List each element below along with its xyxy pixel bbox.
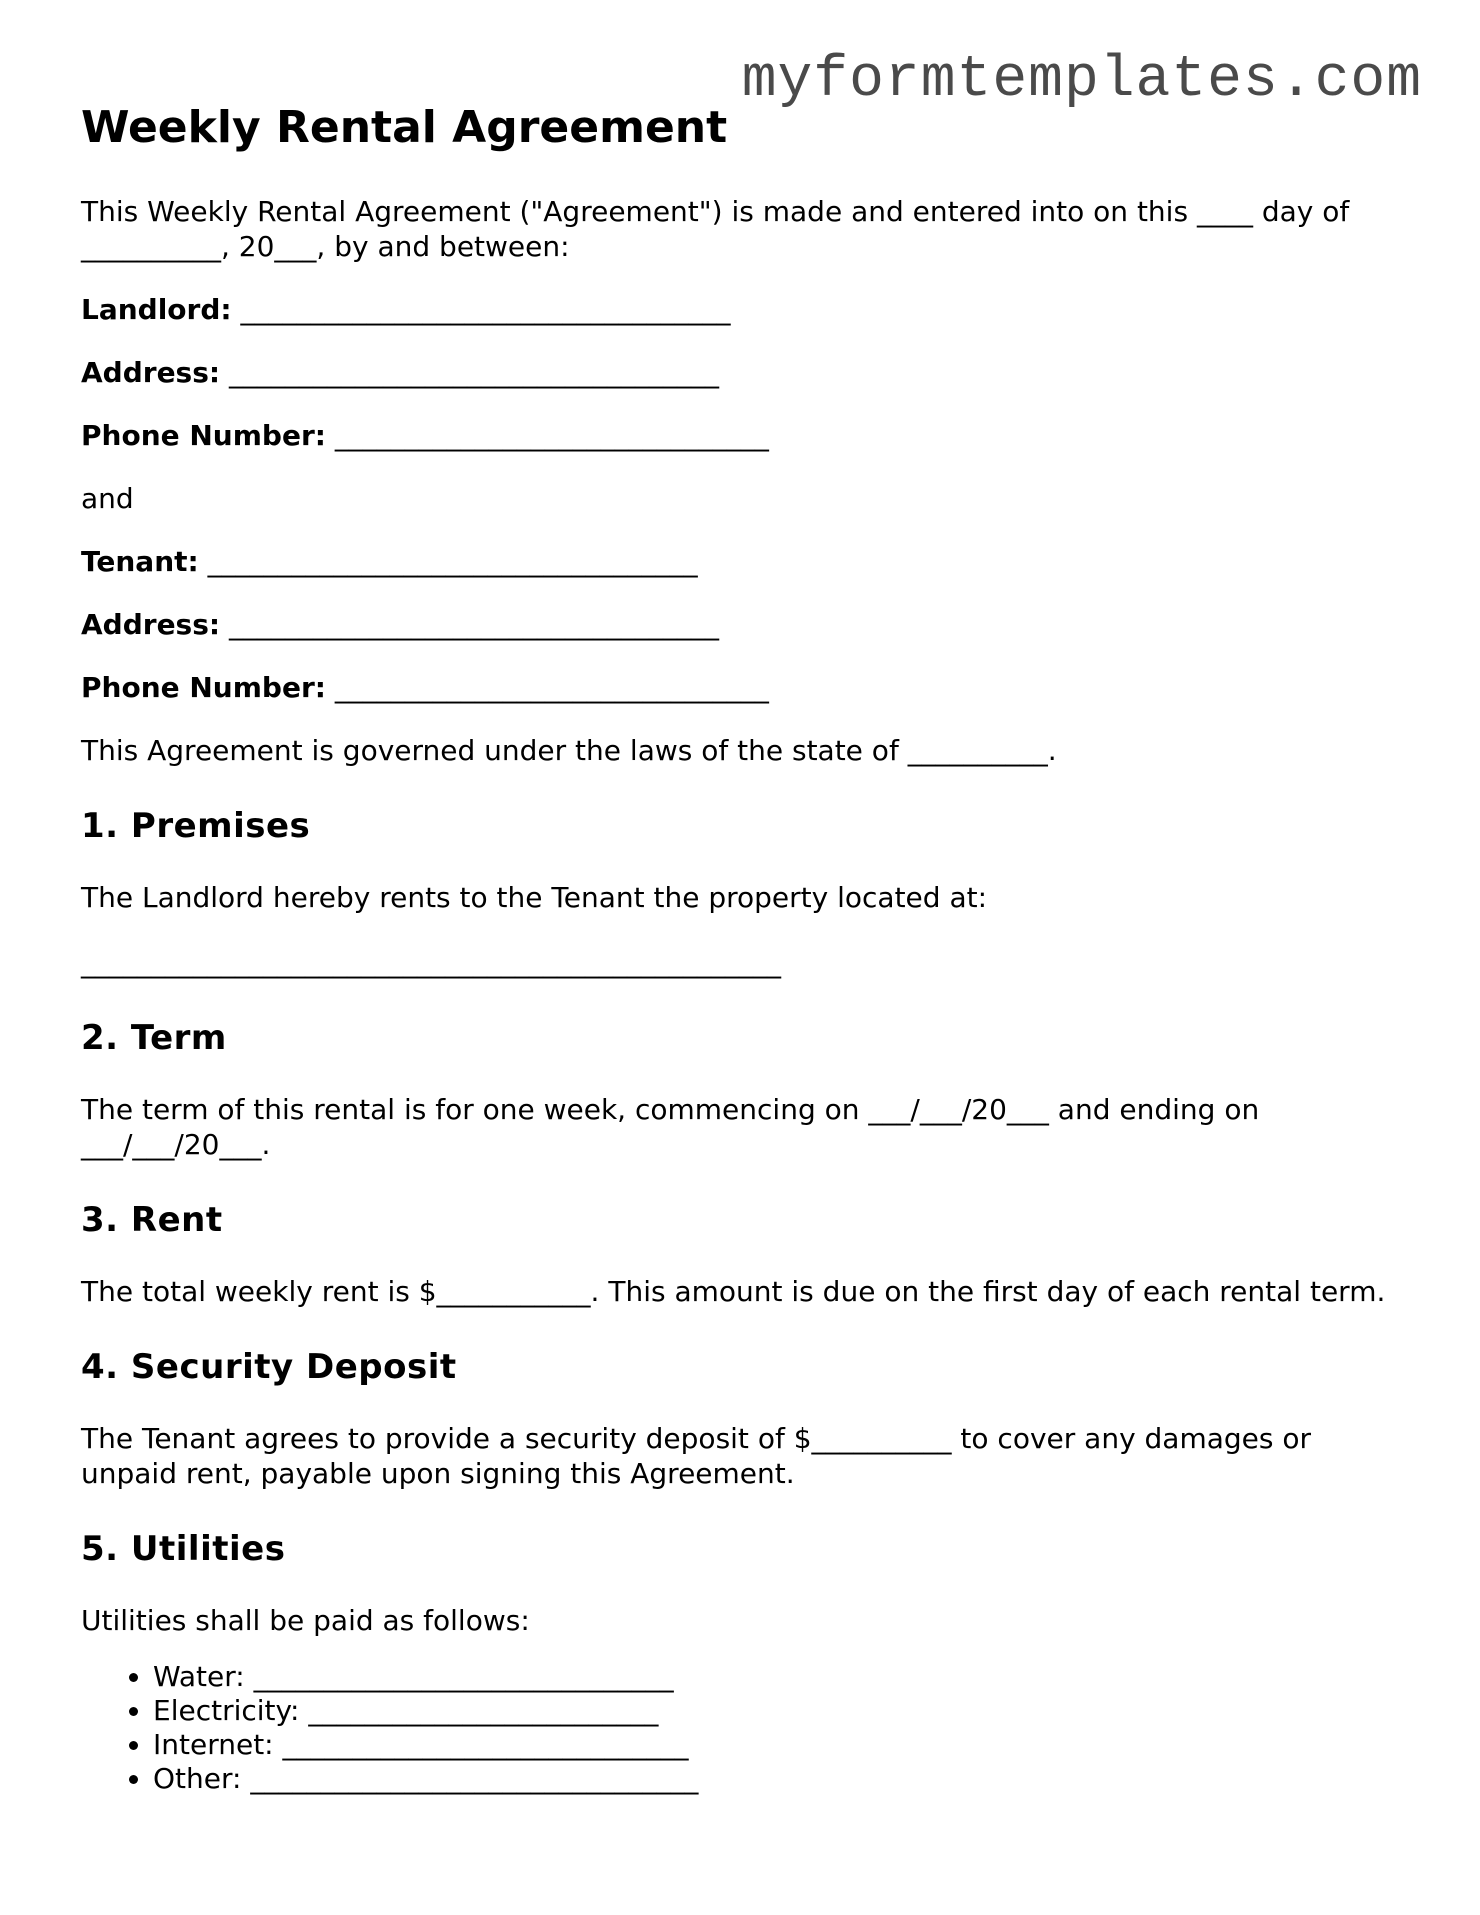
tenant-name-label: Tenant:	[81, 545, 199, 578]
premises-address-blank: __________________________________________________	[81, 946, 781, 979]
utility-internet-item: • Internet: _____________________________	[153, 1728, 1411, 1762]
tenant-name-blank: ___________________________________	[207, 545, 698, 578]
landlord-phone-label: Phone Number:	[81, 419, 326, 452]
landlord-address-field	[81, 355, 1411, 390]
rent-heading: 3. Rent	[81, 1200, 223, 1240]
tenant-address-label: Address:	[81, 608, 221, 641]
tenant-phone-label: Phone Number:	[81, 671, 326, 704]
utility-electricity-item: • Electricity: _________________________	[153, 1694, 1411, 1728]
landlord-phone-field	[81, 418, 1411, 453]
landlord-name-blank: ___________________________________	[240, 293, 731, 326]
landlord-name-field	[81, 292, 1411, 327]
utilities-heading: 5. Utilities	[81, 1529, 286, 1569]
security-deposit-paragraph: The Tenant agrees to provide a security deposit of $__________ to cover any damages or unpaid rent, payable upon signing this Agreement.	[81, 1422, 1312, 1490]
governing-law-paragraph: This Agreement is governed under the laws of the state of __________.	[81, 734, 1057, 767]
watermark: myformtemplates.com	[741, 48, 1422, 113]
tenant-phone-blank: _______________________________	[334, 671, 769, 704]
utility-water-item: • Water: ______________________________	[153, 1660, 1411, 1694]
intro-paragraph: This Weekly Rental Agreement ("Agreement") is made and entered into on this ____ day of __________, 20___, by and between:	[81, 195, 1350, 263]
utilities-list	[81, 1660, 1411, 1796]
document-page	[81, 100, 1411, 1796]
tenant-address-blank: ___________________________________	[229, 608, 719, 641]
and-text: and	[81, 482, 134, 515]
premises-paragraph: The Landlord hereby rents to the Tenant the property located at:	[81, 881, 988, 914]
term-heading: 2. Term	[81, 1018, 227, 1058]
security-deposit-heading: 4. Security Deposit	[81, 1347, 457, 1387]
utilities-paragraph: Utilities shall be paid as follows:	[81, 1604, 530, 1637]
term-paragraph: The term of this rental is for one week, commencing on ___/___/20___ and ending on ___/___/20___.	[81, 1093, 1260, 1161]
landlord-phone-blank: _______________________________	[334, 419, 769, 452]
landlord-name-label: Landlord:	[81, 293, 232, 326]
landlord-address-label: Address:	[81, 356, 221, 389]
tenant-phone-field	[81, 670, 1411, 705]
tenant-name-field	[81, 544, 1411, 579]
rent-paragraph: The total weekly rent is $___________. This amount is due on the first day of each rental term.	[81, 1275, 1386, 1308]
utility-other-item: • Other: ________________________________	[153, 1762, 1411, 1796]
document-title: Weekly Rental Agreement	[81, 102, 728, 153]
landlord-address-blank: ___________________________________	[229, 356, 719, 389]
tenant-address-field	[81, 607, 1411, 642]
premises-heading: 1. Premises	[81, 806, 311, 846]
